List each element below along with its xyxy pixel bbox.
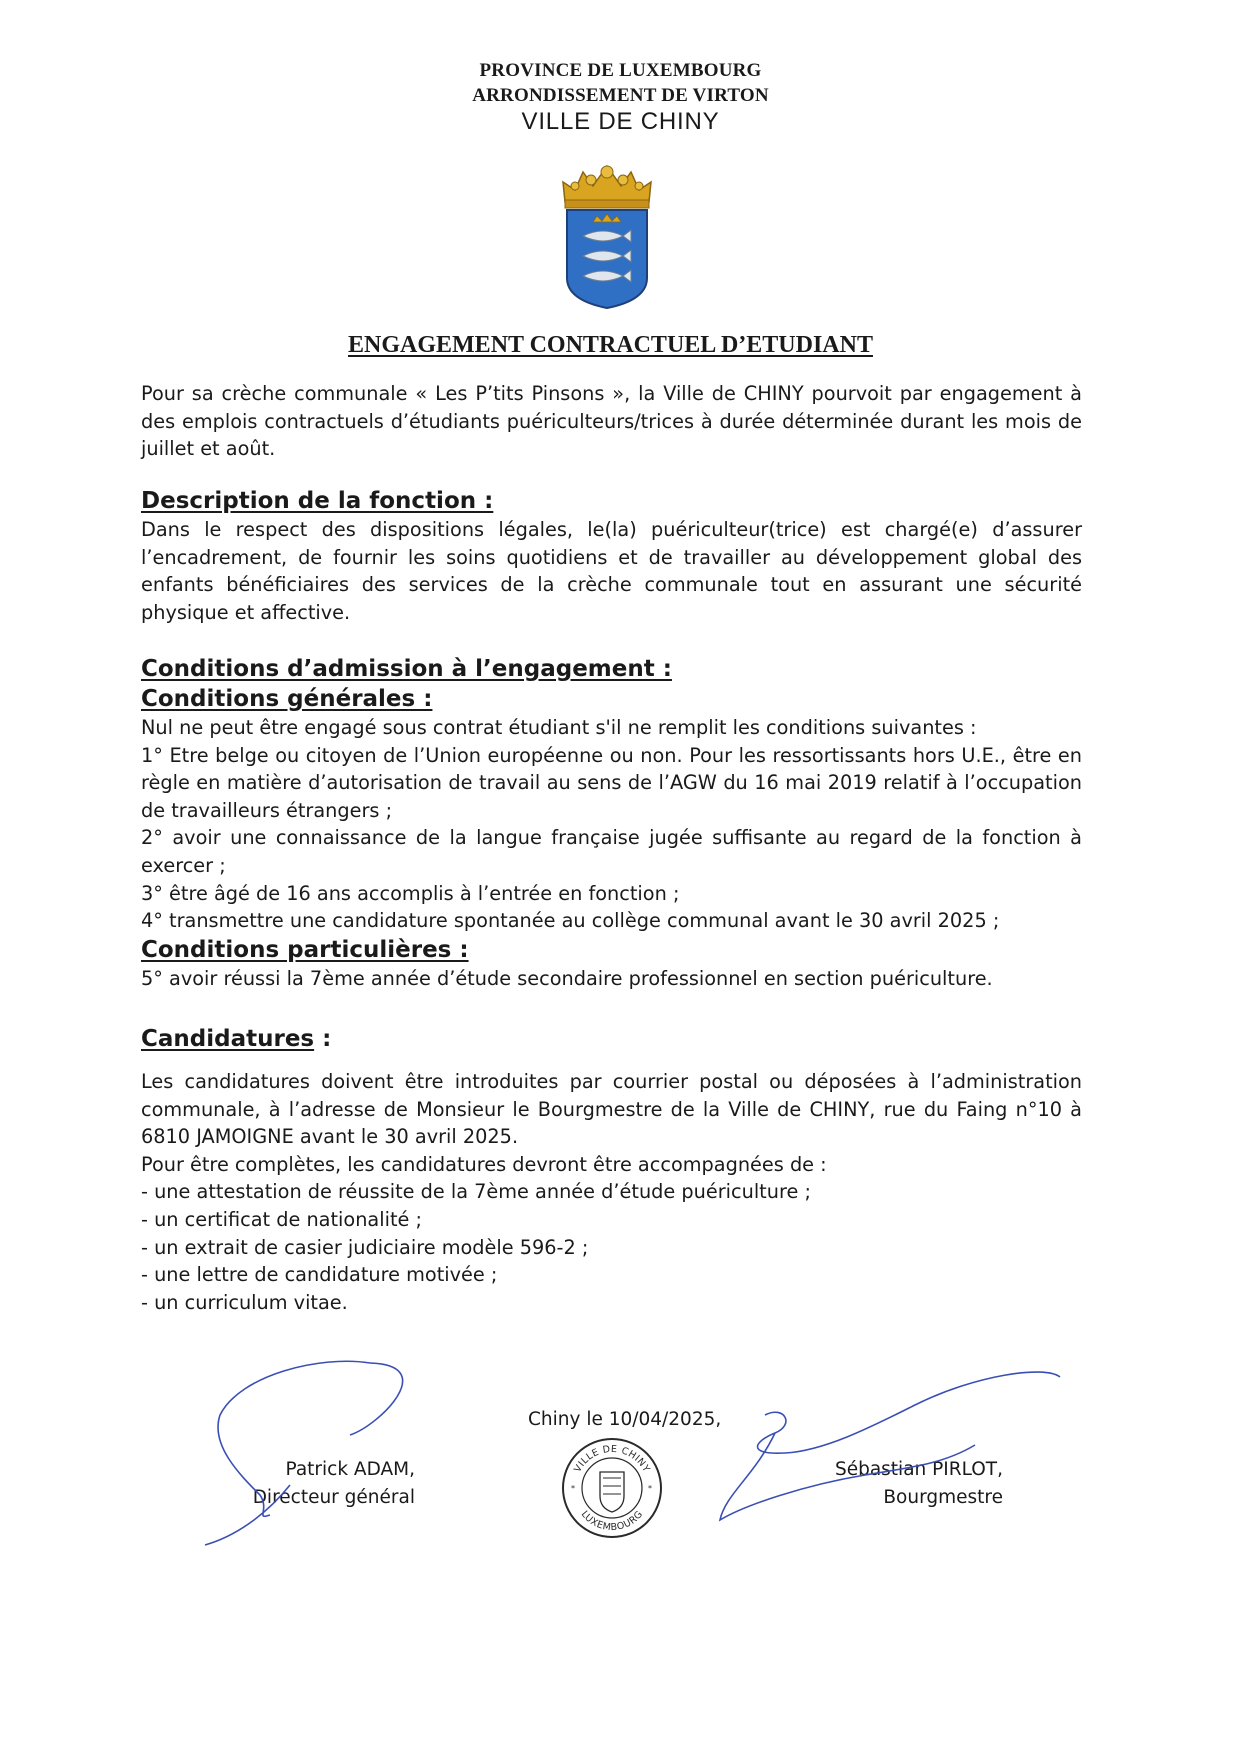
- description-section: [141, 486, 1082, 626]
- signature-left-scribble-icon: [200, 1345, 440, 1560]
- condition-item: 4° transmettre une candidature spontanée au collège communal avant le 30 avril 2025 ;: [141, 909, 1000, 933]
- description-heading: Description de la fonction :: [141, 488, 494, 514]
- svg-text:*: *: [571, 1484, 575, 1493]
- conditions-intro: Nul ne peut être engagé sous contrat étudiant s'il ne remplit les conditions suivantes :: [141, 716, 977, 739]
- svg-text:*: *: [648, 1484, 652, 1493]
- candidatures-list-intro: Pour être complètes, les candidatures devront être accompagnées de :: [141, 1152, 827, 1176]
- candidatures-text: Les candidatures doivent être introduites par courrier postal ou déposées à l’administration communale, à l’adresse de Monsieur le Bourgmestre de la Ville de CHINY, rue du Faing n°10 à 6810 JAMOIGNE avant le 30 avril 2025.: [141, 1070, 1082, 1149]
- candidatures-section: [141, 1024, 1082, 1316]
- official-seal-icon: [560, 1436, 664, 1540]
- description-text: Dans le respect des dispositions légales, le(la) puériculteur(trice) est chargé(e) d’assurer l’encadrement, de fournir les soins quotidiens et de travailler au développement global des enfants bénéficiaires des services de la crèche communale tout en assurant une sécurité physique et affective.: [141, 518, 1082, 624]
- seal-top-text: VILLE DE CHINY: [572, 1443, 652, 1475]
- particular-condition-item: 5° avoir réussi la 7ème année d’étude secondaire professionnel en section puériculture.: [141, 966, 993, 990]
- condition-item: 2° avoir une connaissance de la langue française jugée suffisante au regard de la fonction à exercer ;: [141, 826, 1082, 877]
- candidatures-list-item: - un extrait de casier judiciaire modèle 596-2 ;: [141, 1235, 589, 1259]
- candidatures-list-item: - une lettre de candidature motivée ;: [141, 1263, 498, 1287]
- condition-item: 3° être âgé de 16 ans accomplis à l’entrée en fonction ;: [141, 881, 680, 905]
- signature-right-role: Bourgmestre: [883, 1487, 1003, 1508]
- candidatures-heading-text: Candidatures: [141, 1026, 315, 1052]
- candidatures-list-item: - un curriculum vitae.: [141, 1290, 348, 1314]
- signature-right-name: Sébastian PIRLOT,: [834, 1459, 1003, 1480]
- conditions-heading: Conditions d’admission à l’engagement :: [141, 656, 672, 682]
- spacer: [141, 1054, 1082, 1068]
- intro-paragraph: Pour sa crèche communale « Les P’tits Pinsons », la Ville de CHINY pourvoit par engagement à des emplois contractuels d’étudiants puériculteurs/trices à durée déterminée durant les mois de juillet et août.: [141, 382, 1082, 461]
- coat-of-arms-icon: [557, 160, 657, 310]
- signature-right-scribble-icon: [715, 1345, 1065, 1545]
- signature-date: Chiny le 10/04/2025,: [528, 1409, 722, 1430]
- general-conditions-heading: Conditions générales :: [141, 686, 433, 712]
- candidatures-list-item: - un certificat de nationalité ;: [141, 1207, 422, 1231]
- document-title: ENGAGEMENT CONTRACTUEL D’ETUDIANT: [348, 332, 873, 358]
- particular-conditions-heading: Conditions particulières :: [141, 936, 469, 963]
- header-province: PROVINCE DE LUXEMBOURG: [479, 60, 762, 81]
- seal-bottom-text: LUXEMBOURG: [578, 1508, 646, 1534]
- candidatures-list-item: - une attestation de réussite de la 7ème année d’étude puériculture ;: [141, 1180, 811, 1204]
- header-arrondissement: ARRONDISSEMENT DE VIRTON: [472, 85, 769, 106]
- signature-left-name: Patrick ADAM,: [285, 1459, 415, 1480]
- candidatures-heading-suffix: :: [314, 1026, 332, 1052]
- signature-left-role: Directeur général: [252, 1487, 415, 1508]
- conditions-section: [141, 654, 1082, 992]
- candidatures-heading: [141, 1024, 1082, 1054]
- header-city: VILLE DE CHINY: [521, 108, 720, 135]
- condition-item: 1° Etre belge ou citoyen de l’Union européenne ou non. Pour les ressortissants hors U.E., être en règle en matière d’autorisation de travail au sens de l’AGW du 16 mai 2019 relatif à l’occupation de travailleurs étrangers ;: [141, 743, 1082, 822]
